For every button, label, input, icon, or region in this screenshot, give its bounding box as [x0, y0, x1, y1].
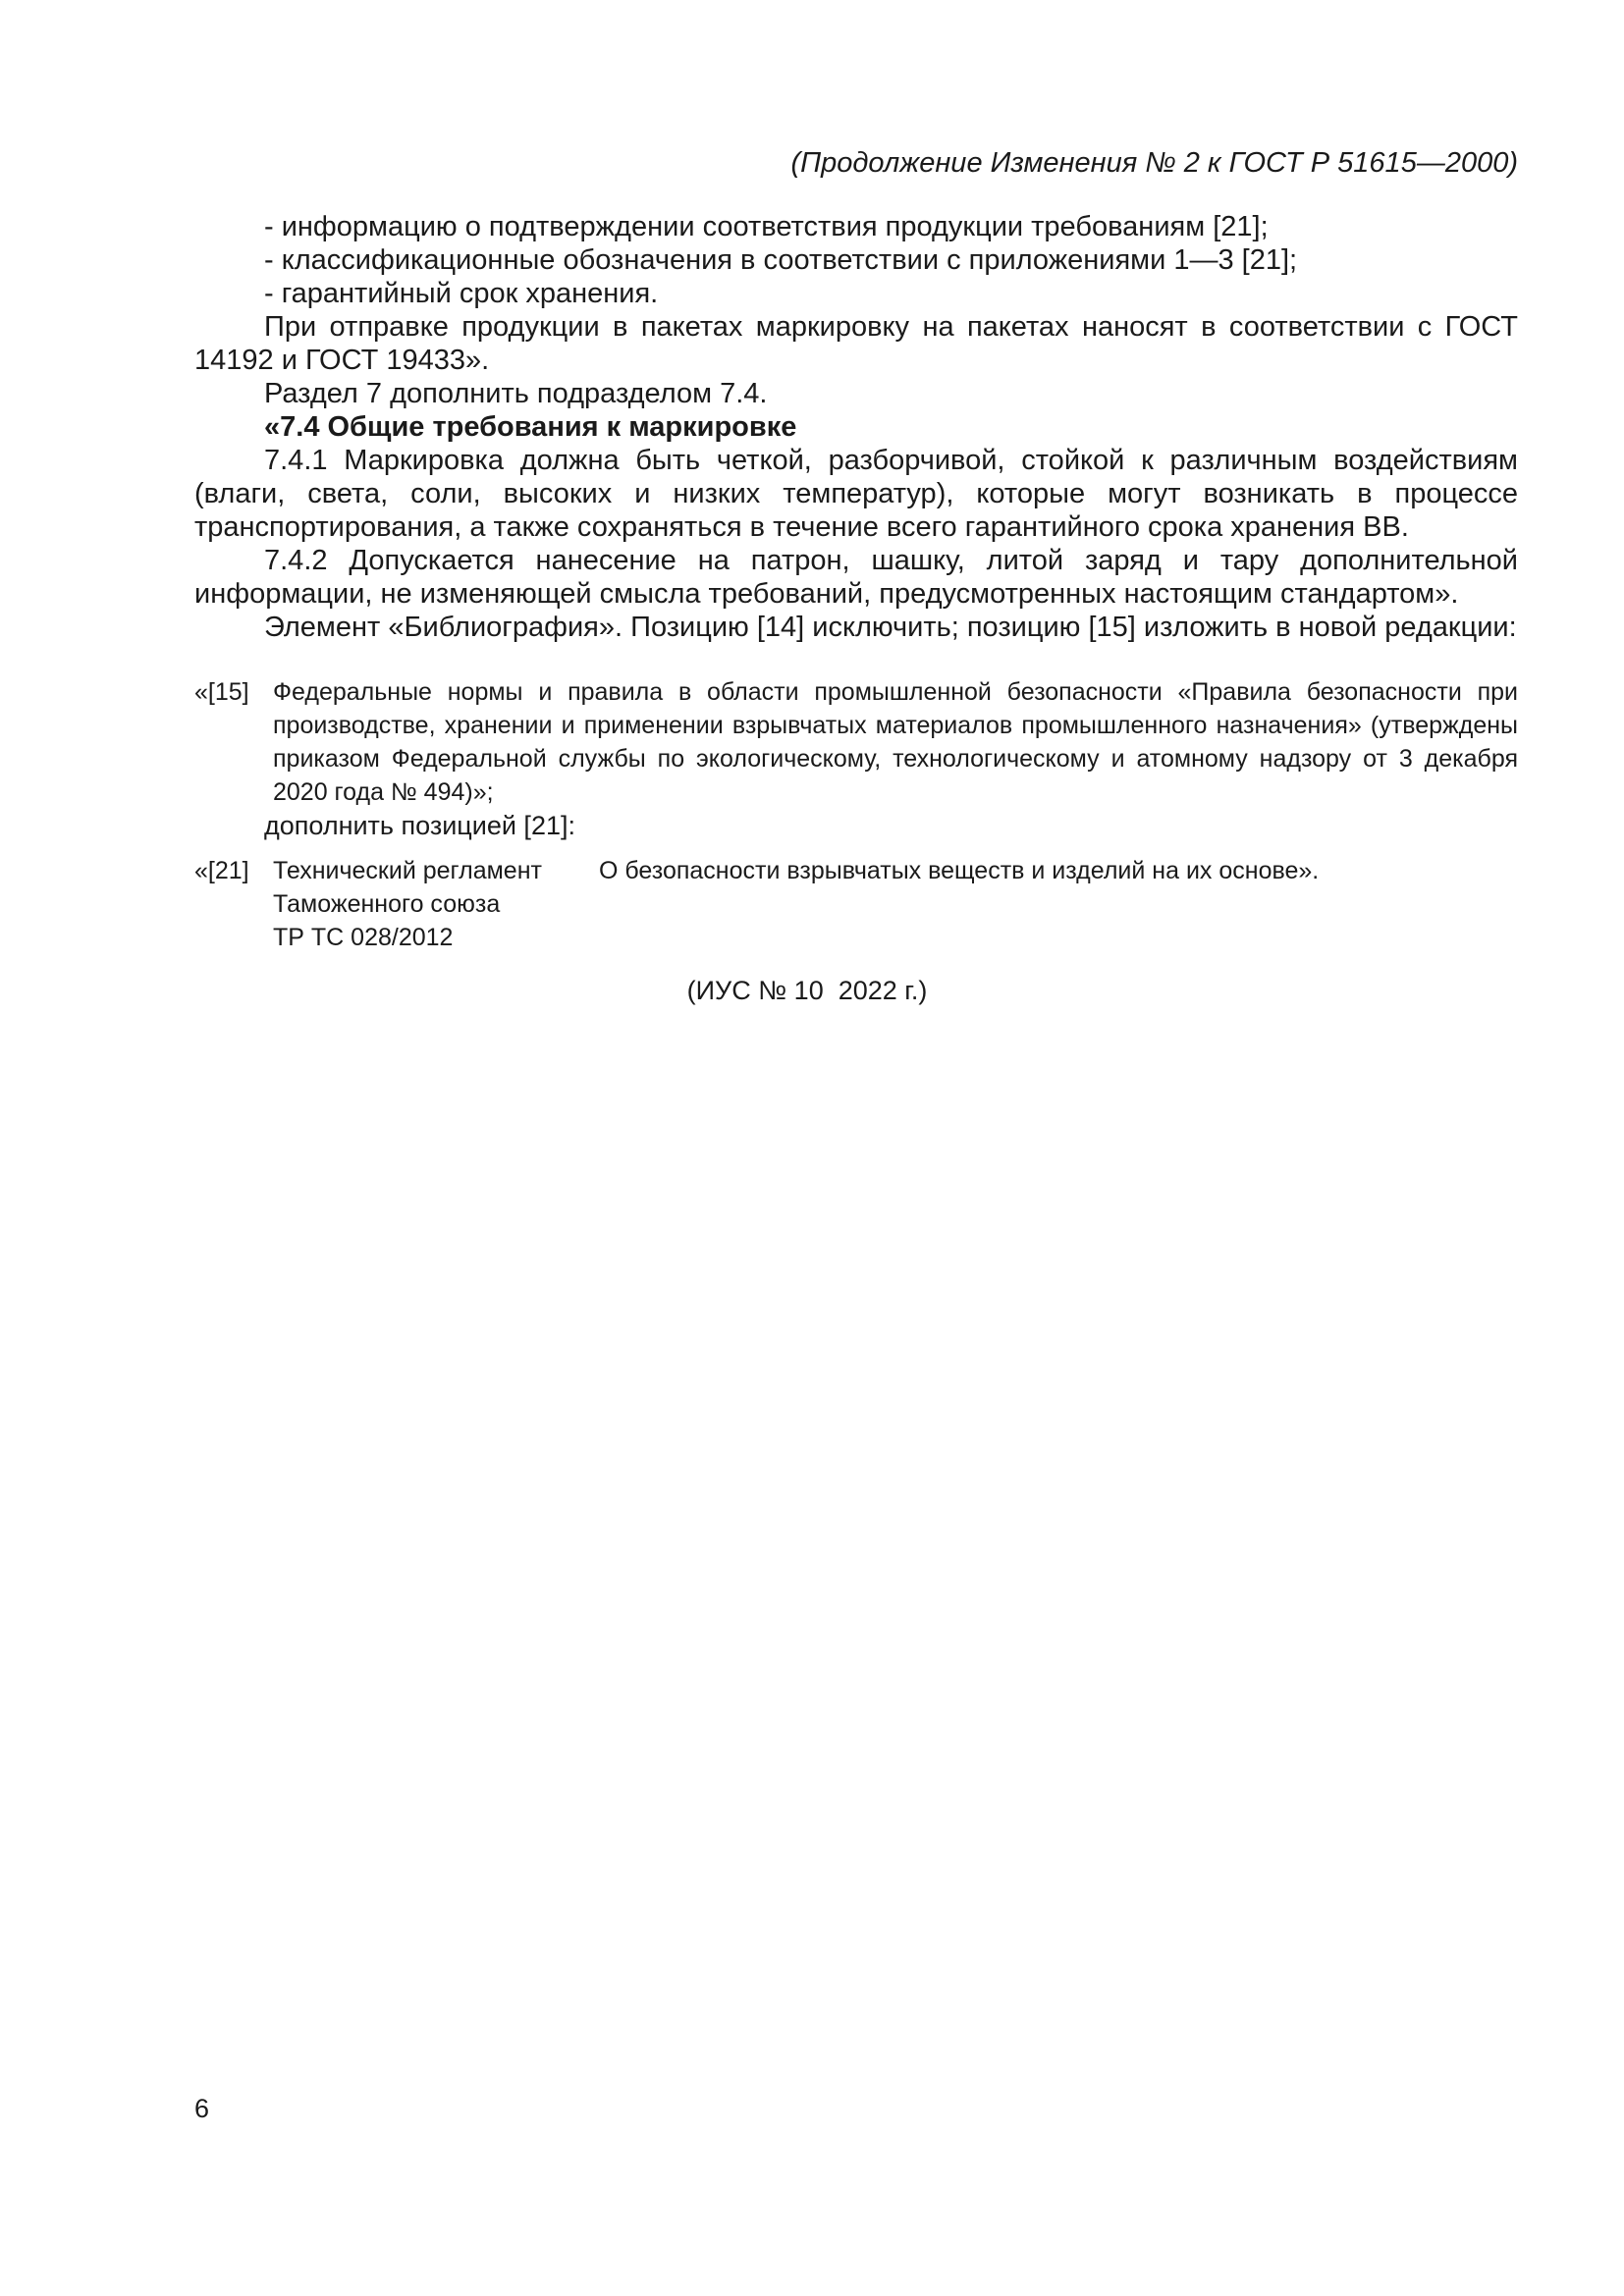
- document-running-header: (Продолжение Изменения № 2 к ГОСТ Р 51615—2000): [790, 147, 1518, 179]
- paragraph-shelf-life: - гарантийный срок хранения.: [264, 278, 659, 309]
- bibliography-text: Федеральные нормы и правила в области промышленной безопасности «Правила безопасности при производстве, хранении и применении взрывчатых материалов промышленного назначения» (утверждены приказом Федеральной службы по экологическому, технологическому и атомному надзору от 3 декабря 2020 года № 494)»;: [273, 678, 1518, 806]
- paragraph-classification: - классификационные обозначения в соответствии с приложениями 1—3 [21];: [264, 244, 1298, 276]
- bibliography-document-name: [273, 854, 568, 954]
- bibliography-entry-15: [194, 675, 1518, 809]
- paragraph-conformity: - информацию о подтверждении соответствия продукции требованиям [21];: [264, 211, 1269, 242]
- amendment-body: [194, 210, 1518, 644]
- paragraph-7-4-2: 7.4.2 Допускается нанесение на патрон, шашку, литой заряд и тару дополнительной информации, не изменяющей смысла требований, предусмотренных настоящим стандартом».: [194, 545, 1518, 610]
- bibliography-number: «[15]: [194, 678, 249, 706]
- document-name-line: Технический регламент: [273, 857, 542, 884]
- page-number: 6: [194, 2094, 210, 2123]
- document-name-line: Таможенного союза: [273, 890, 501, 918]
- section-heading-7-4: «7.4 Общие требования к маркировке: [264, 411, 797, 443]
- ius-text: (ИУС № 10 2022 г.): [686, 976, 928, 1005]
- bibliography-document-title: О безопасности взрывчатых веществ и изделий на их основе».: [599, 857, 1320, 884]
- paragraph-bibliography: Элемент «Библиография». Позицию [14] исключить; позицию [15] изложить в новой редакции:: [264, 612, 1517, 643]
- document-name-line: ТР ТС 028/2012: [273, 924, 454, 951]
- bibliography-number: «[21]: [194, 857, 249, 884]
- paragraph-section-7: Раздел 7 дополнить подразделом 7.4.: [264, 378, 768, 409]
- add-position-line: дополнить позицией [21]:: [264, 811, 575, 840]
- paragraph-packaging: При отправке продукции в пакетах маркировку на пакетах наносят в соответствии с ГОСТ 14192 и ГОСТ 19433».: [194, 311, 1518, 376]
- paragraph-7-4-1: 7.4.1 Маркировка должна быть четкой, разборчивой, стойкой к различным воздействиям (влаги, света, соли, высоких и низких температур), которые могут возникать в процессе транспортирования, а также сохраняться в течение всего гарантийного срока хранения ВВ.: [194, 445, 1518, 543]
- ius-reference: [0, 976, 1624, 1006]
